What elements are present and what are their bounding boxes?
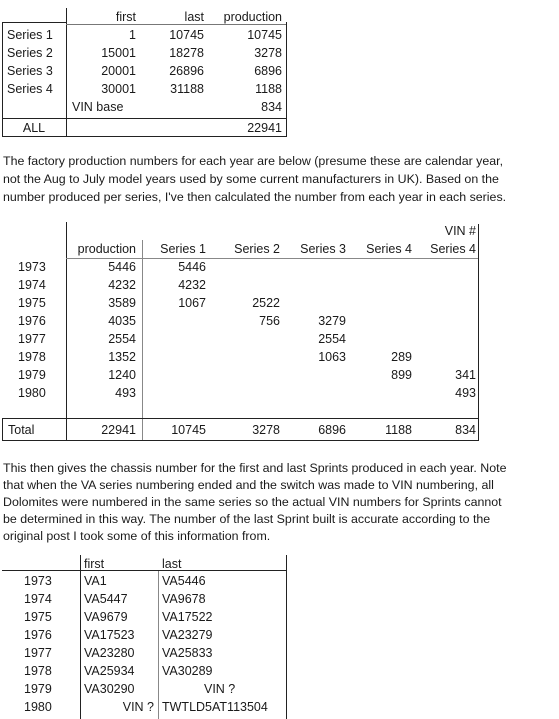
cell-first: VA17523 bbox=[84, 628, 135, 642]
cell-first: VA1 bbox=[84, 574, 107, 588]
cell-production: 4232 bbox=[108, 278, 136, 292]
col-header-series-2: Series 2 bbox=[234, 242, 280, 256]
cell-year: 1979 bbox=[24, 682, 52, 696]
cell-year: 1979 bbox=[18, 368, 46, 382]
cell-production: 834 bbox=[261, 100, 282, 114]
cell-year: 1976 bbox=[24, 628, 52, 642]
cell-first: 1 bbox=[129, 28, 136, 42]
cell-production: 10745 bbox=[247, 28, 282, 42]
cell-production: 3278 bbox=[254, 46, 282, 60]
cell-first: VIN ? bbox=[122, 700, 154, 714]
total-production: 22941 bbox=[247, 121, 282, 135]
cell-first: VA5447 bbox=[84, 592, 128, 606]
cell-year: 1975 bbox=[24, 610, 52, 624]
row-label: Series 2 bbox=[7, 46, 53, 60]
total-series-3: 6896 bbox=[318, 423, 346, 437]
cell-production: 493 bbox=[115, 386, 136, 400]
cell-series-1: 1067 bbox=[178, 296, 206, 310]
cell-year: 1974 bbox=[24, 592, 52, 606]
cell-year: 1974 bbox=[18, 278, 46, 292]
col-header-vin-series-4: Series 4 bbox=[430, 242, 476, 256]
total-series-4: 1188 bbox=[385, 423, 412, 437]
cell-vin: 493 bbox=[455, 386, 476, 400]
cell-last: VA17522 bbox=[162, 610, 213, 624]
total-production: 22941 bbox=[101, 423, 136, 437]
total-label: ALL bbox=[22, 121, 46, 135]
col-header-production: production bbox=[77, 242, 136, 256]
cell-series-2: 756 bbox=[259, 314, 280, 328]
cell-last: 18278 bbox=[169, 46, 204, 60]
cell-year: 1973 bbox=[18, 260, 46, 274]
cell-year: 1977 bbox=[18, 332, 46, 346]
paragraph-line: Dolomites were numbered in the same series so the actual VIN numbers for Sprints cannot bbox=[3, 495, 502, 509]
paragraph-line: original post I took some of this information from. bbox=[3, 529, 271, 543]
cell-last: 26896 bbox=[169, 64, 204, 78]
row-label: Series 4 bbox=[7, 82, 53, 96]
col-header-first: first bbox=[84, 557, 105, 571]
cell-first: 15001 bbox=[101, 46, 136, 60]
cell-last: VA5446 bbox=[162, 574, 206, 588]
paragraph-line: This then gives the chassis number for the first and last Sprints produced in each year. Note bbox=[3, 461, 507, 475]
col-header-production: production bbox=[223, 10, 282, 24]
cell-production: 5446 bbox=[108, 260, 136, 274]
col-header-last: last bbox=[162, 557, 182, 571]
row-label: Series 3 bbox=[7, 64, 53, 78]
cell-first: VIN base bbox=[72, 100, 124, 114]
cell-year: 1973 bbox=[24, 574, 52, 588]
cell-last: VIN ? bbox=[204, 682, 236, 696]
cell-production: 1352 bbox=[108, 350, 136, 364]
col-header-series-4: Series 4 bbox=[366, 242, 412, 256]
cell-year: 1976 bbox=[18, 314, 46, 328]
cell-vin: 341 bbox=[455, 368, 476, 382]
col-header-series-3: Series 3 bbox=[300, 242, 346, 256]
cell-first: 30001 bbox=[101, 82, 136, 96]
cell-production: 2554 bbox=[108, 332, 136, 346]
total-series-1: 10745 bbox=[171, 423, 206, 437]
cell-first: VA25934 bbox=[84, 664, 135, 678]
cell-production: 1240 bbox=[108, 368, 136, 382]
cell-first: VA9679 bbox=[84, 610, 128, 624]
cell-production: 3589 bbox=[108, 296, 136, 310]
total-vin: 834 bbox=[455, 423, 476, 437]
cell-series-2: 2522 bbox=[252, 296, 280, 310]
cell-first: VA30290 bbox=[84, 682, 135, 696]
cell-series-1: 5446 bbox=[178, 260, 206, 274]
cell-year: 1978 bbox=[18, 350, 46, 364]
cell-last: VA9678 bbox=[162, 592, 206, 606]
paragraph-line: that when the VA series numbering ended and the switch was made to VIN numbering, all bbox=[3, 478, 494, 492]
cell-series-3: 3279 bbox=[318, 314, 346, 328]
paragraph-line: be determined in this way. The number of the last Sprint built is accurate according to the bbox=[3, 512, 491, 526]
cell-year: 1978 bbox=[24, 664, 52, 678]
cell-production: 6896 bbox=[254, 64, 282, 78]
col-header-vin: VIN # bbox=[444, 224, 476, 238]
cell-last: TWTLD5AT113504 bbox=[162, 700, 268, 714]
cell-year: 1975 bbox=[18, 296, 46, 310]
cell-first: 20001 bbox=[101, 64, 136, 78]
cell-series-4: 289 bbox=[391, 350, 412, 364]
paragraph-line: The factory production numbers for each year are below (presume these are calendar year, bbox=[3, 154, 504, 168]
cell-last: VA30289 bbox=[162, 664, 213, 678]
paragraph-line: number produced per series, I've then calculated the number from each year in each series. bbox=[3, 190, 507, 204]
cell-series-4: 899 bbox=[391, 368, 412, 382]
cell-series-1: 4232 bbox=[178, 278, 206, 292]
total-label: Total bbox=[8, 423, 35, 437]
cell-last: VA25833 bbox=[162, 646, 213, 660]
cell-production: 4035 bbox=[108, 314, 136, 328]
col-header-first: first bbox=[115, 10, 136, 24]
col-header-last: last bbox=[184, 10, 204, 24]
cell-last: VA23279 bbox=[162, 628, 213, 642]
paragraph-line: not the Aug to July model years used by some current manufacturers in UK). Based on the bbox=[3, 172, 499, 186]
cell-year: 1980 bbox=[18, 386, 46, 400]
cell-year: 1977 bbox=[24, 646, 52, 660]
cell-last: 31188 bbox=[170, 82, 204, 96]
cell-series-3: 2554 bbox=[318, 332, 346, 346]
total-series-2: 3278 bbox=[252, 423, 280, 437]
cell-first: VA23280 bbox=[84, 646, 135, 660]
row-label: Series 1 bbox=[7, 28, 53, 42]
cell-series-3: 1063 bbox=[318, 350, 346, 364]
col-header-series-1: Series 1 bbox=[160, 242, 206, 256]
cell-production: 1188 bbox=[255, 82, 282, 96]
cell-last: 10745 bbox=[169, 28, 204, 42]
cell-year: 1980 bbox=[24, 700, 52, 714]
